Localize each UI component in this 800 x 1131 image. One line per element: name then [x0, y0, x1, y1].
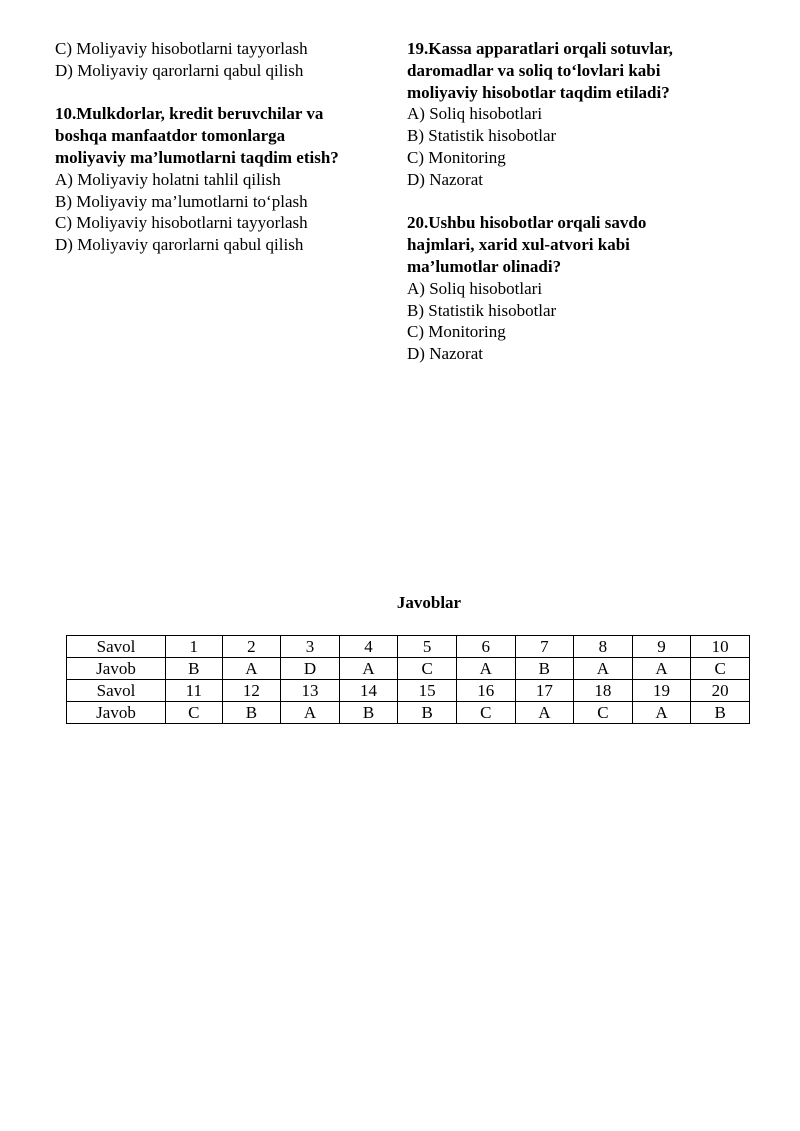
question-10-option-d: D) Moliyaviy qarorlarni qabul qilish: [55, 235, 304, 255]
table-cell: 10: [691, 636, 750, 658]
row-header-cell: Javob: [67, 658, 166, 680]
table-cell: 9: [632, 636, 691, 658]
table-cell: 8: [574, 636, 633, 658]
spacer: [55, 82, 375, 104]
question-10-option-b: B) Moliyaviy ma’lumotlarni to‘plash: [55, 191, 308, 211]
table-cell: 16: [456, 680, 515, 702]
table-cell: 11: [166, 680, 223, 702]
question-10-option-a: A) Moliyaviy holatni tahlil qilish: [55, 169, 281, 189]
table-cell: 2: [222, 636, 281, 658]
question-19-line-1: 19.Kassa apparatlari orqali sotuvlar,: [407, 39, 673, 58]
table-cell: A: [632, 658, 691, 680]
table-cell: B: [515, 658, 574, 680]
table-cell: B: [222, 702, 281, 724]
question-20-option-d: D) Nazorat: [407, 344, 483, 364]
table-cell: C: [166, 702, 223, 724]
table-cell: 7: [515, 636, 574, 658]
table-cell: 19: [632, 680, 691, 702]
question-20-option-c: C) Monitoring: [407, 322, 506, 342]
table-cell: A: [632, 702, 691, 724]
table-row: [67, 702, 750, 724]
table-cell: 20: [691, 680, 750, 702]
table-cell: A: [456, 658, 515, 680]
table-cell: 14: [339, 680, 398, 702]
table-row: [67, 658, 750, 680]
table-cell: 1: [166, 636, 223, 658]
question-10-line-2: boshqa manfaatdor tomonlarga: [55, 126, 286, 146]
spacer: [407, 191, 737, 213]
question-20-line-3: ma’lumotlar olinadi?: [407, 256, 562, 276]
question-19-option-b: B) Statistik hisobotlar: [407, 126, 557, 146]
question-10-option-c: C) Moliyaviy hisobotlarni tayyorlash: [55, 213, 308, 233]
table-cell: B: [398, 702, 457, 724]
table-cell: B: [691, 702, 750, 724]
question-19-option-d: D) Nazorat: [407, 169, 483, 189]
table-cell: D: [281, 658, 340, 680]
table-cell: 12: [222, 680, 281, 702]
question-20-line-1: 20.Ushbu hisobotlar orqali savdo: [407, 213, 647, 233]
table-row: [67, 680, 750, 702]
question-10-line-1: 10.Mulkdorlar, kredit beruvchilar va: [55, 104, 324, 124]
question-10-line-3: moliyaviy ma’lumotlarni taqdim etish?: [55, 147, 339, 167]
table-cell: C: [398, 658, 457, 680]
row-header-cell: Savol: [67, 680, 166, 702]
question-19-line-2: daromadlar va soliq to‘lovlari kabi: [407, 60, 661, 80]
table-row: [67, 636, 750, 658]
table-cell: 3: [281, 636, 340, 658]
table-cell: C: [574, 702, 633, 724]
table-cell: 5: [398, 636, 457, 658]
table-cell: 13: [281, 680, 340, 702]
question-20-option-b: B) Statistik hisobotlar: [407, 300, 557, 320]
table-cell: 15: [398, 680, 457, 702]
row-header-cell: Savol: [67, 636, 166, 658]
table-cell: B: [339, 702, 398, 724]
table-cell: 6: [456, 636, 515, 658]
table-cell: B: [166, 658, 223, 680]
table-cell: C: [456, 702, 515, 724]
option-d: D) Moliyaviy qarorlarni qabul qilish: [55, 60, 304, 80]
answer-table: [66, 635, 750, 724]
table-cell: A: [281, 702, 340, 724]
right-column: [407, 38, 737, 365]
question-20-line-2: hajmlari, xarid xul-atvori kabi: [407, 235, 630, 255]
question-19-option-c: C) Monitoring: [407, 147, 506, 167]
table-cell: A: [574, 658, 633, 680]
row-header-cell: Javob: [67, 702, 166, 724]
left-column: [55, 38, 375, 256]
table-cell: A: [515, 702, 574, 724]
table-cell: 4: [339, 636, 398, 658]
answers-title: Javoblar: [396, 593, 462, 612]
table-cell: C: [691, 658, 750, 680]
table-cell: A: [339, 658, 398, 680]
table-cell: 17: [515, 680, 574, 702]
table-cell: A: [222, 658, 281, 680]
question-19-option-a: A) Soliq hisobotlari: [407, 104, 543, 124]
question-20-option-a: A) Soliq hisobotlari: [407, 278, 543, 298]
table-cell: 18: [574, 680, 633, 702]
question-19-line-3: moliyaviy hisobotlar taqdim etiladi?: [407, 82, 670, 102]
option-c: C) Moliyaviy hisobotlarni tayyorlash: [55, 39, 308, 58]
